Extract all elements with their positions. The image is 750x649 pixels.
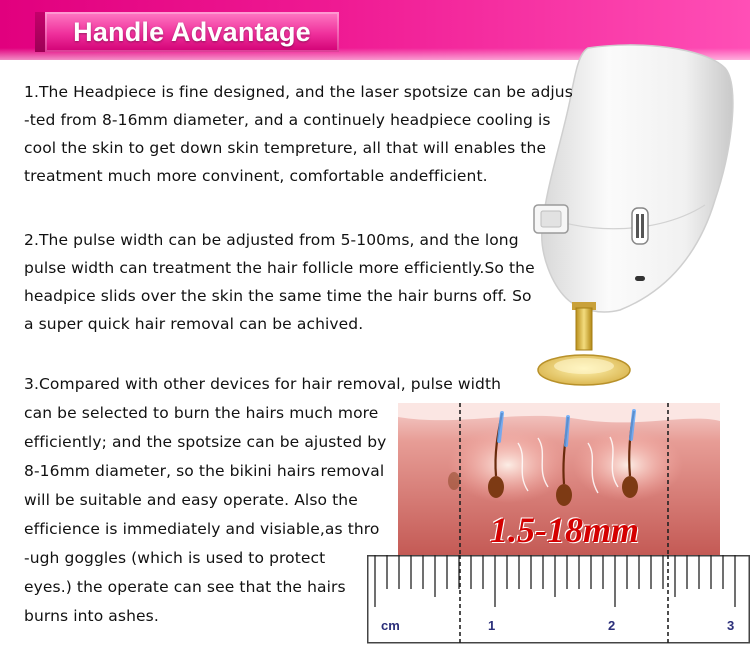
paragraph-line: can be selected to burn the hairs much more (24, 404, 379, 422)
page-title: Handle Advantage (73, 17, 311, 47)
paragraph-line: -ted from 8-16mm diameter, and a continuely headpiece cooling is (24, 111, 551, 129)
ruler-mark-label: 1 (488, 618, 496, 633)
paragraph-line: -ugh goggles (which is used to protect (24, 549, 326, 567)
spot-size-label: 1.5-18mm (490, 510, 639, 550)
paragraph-line: efficience is immediately and visiable,as thro (24, 520, 380, 538)
paragraph-line: pulse width can treatment the hair follicle more efficiently.So the (24, 259, 535, 277)
paragraph-line: 8-16mm diameter, so the bikini hairs removal (24, 462, 385, 480)
title-box (45, 12, 339, 52)
paragraph-line: headpice slids over the skin the same time the hair burns off. So (24, 287, 532, 305)
paragraph-line: treatment much more convinent, comfortable andefficient. (24, 167, 488, 185)
paragraph-3 (24, 370, 501, 631)
paragraph-line: 3.Compared with other devices for hair removal, pulse width (24, 375, 502, 393)
paragraph-line: will be suitable and easy operate. Also the (24, 491, 358, 509)
paragraph-1 (24, 78, 573, 190)
paragraph-line: cool the skin to get down skin tempreture, all that will enables the (24, 139, 547, 157)
paragraph-line: a super quick hair removal can be achived. (24, 315, 364, 333)
ruler-mark-label: 3 (727, 618, 735, 633)
paragraph-line: 1.The Headpiece is fine designed, and the laser spotsize can be adjus (24, 83, 573, 101)
paragraph-line: 2.The pulse width can be adjusted from 5-100ms, and the long (24, 231, 519, 249)
paragraph-2 (24, 226, 535, 338)
paragraph-line: eyes.) the operate can see that the hairs (24, 578, 346, 596)
paragraph-line: efficiently; and the spotsize can be ajusted by (24, 433, 387, 451)
paragraph-line: burns into ashes. (24, 607, 159, 625)
ruler-mark-label: 2 (608, 618, 616, 633)
ruler-unit-label: cm (381, 618, 400, 633)
